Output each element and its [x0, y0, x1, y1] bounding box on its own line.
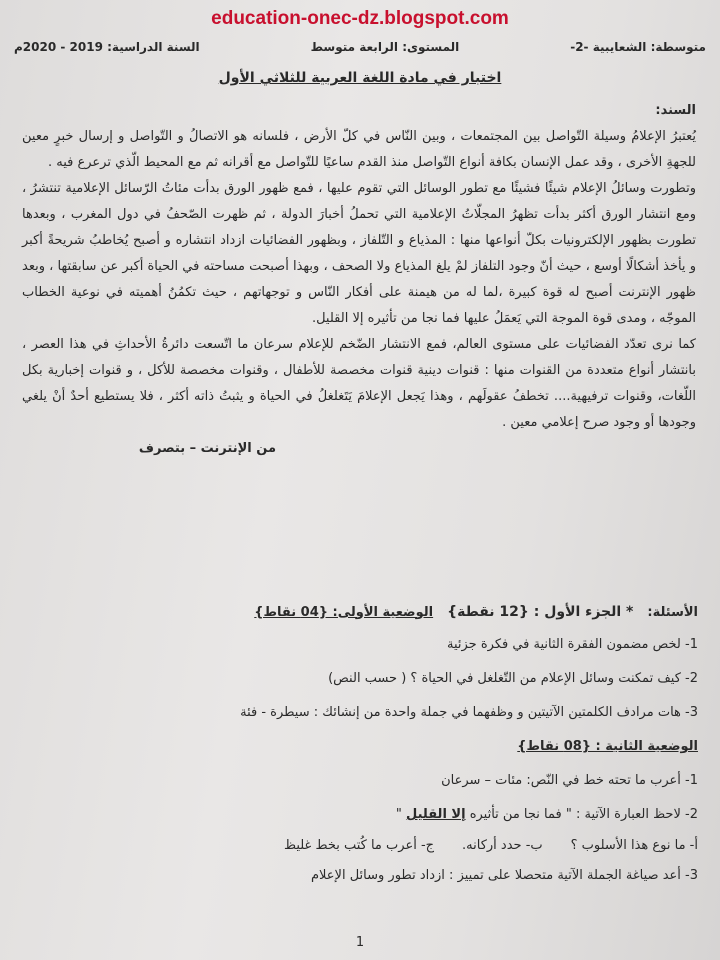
- level: المستوى: الرابعة متوسط: [310, 40, 460, 54]
- question-2-2: [22, 804, 698, 826]
- source-text: [22, 98, 696, 462]
- header-line: [14, 40, 706, 54]
- questions-label: الأسئلة:: [647, 604, 698, 620]
- questions-header: [22, 604, 698, 620]
- question-2-2-suffix: ": [395, 807, 406, 822]
- school-name: متوسطة: الشعايبية -2-: [570, 40, 706, 54]
- watermark: education-onec-dz.blogspot.com: [211, 8, 509, 29]
- source-attribution: من الإنترنت – بتصرف: [138, 441, 276, 456]
- question-2-2-b: ب- حدد أركانه.: [462, 838, 543, 853]
- paragraph-1: يُعتبرُ الإعلامُ وسيلة التّواصل بين المجتمعات ، وبين النّاس في كلّ الأرض ، فلسانه هو الاتصالُ و التّواصل و إرسال خبرٍ معين للجهةِ الأخرى ، وقد عمل الإنسان بكافة أنواع التّواصل منذ القدم ساعيًا للتّواصل مع أقرانه ثم مع المحيط الّذي ترعرع فيه .: [22, 129, 696, 170]
- question-2-1: 1- أعرب ما تحته خط في النّص: مئات – سرعان: [441, 773, 698, 788]
- exam-title: اختبار في مادة اللغة العربية للثلاثي الأول: [218, 70, 502, 86]
- question-1-1: 1- لخص مضمون الفقرة الثانية في فكرة جزئية: [446, 637, 698, 652]
- situation-one-title: الوضعية الأولى: {04 نقاط}: [254, 604, 434, 620]
- question-2-3: 3- أعد صياغة الجملة الآتية متحصلا على تمييز : ازداد تطور وسائل الإعلام: [310, 868, 698, 883]
- paragraph-2: وتطورت وسائلُ الإعلام شيئًا فشيئًا مع تطور الوسائل التي تقوم عليها ، فمع ظهور الورق بدأت مئاتُ الرّسائل الإعلامية تنتشرُ ، ومع انتشار الورق أكثر بدأت تظهرُ المجلّاتُ الإعلامية التي تحملُ أخبارَ الدولة ، ثم ظهرت الصّحفُ في دول المغرب ، وبعدها تطورت بظهور الإلكترونيات بكلّ أنواعها منها : المذياع و التّلفاز ، وبظهور الفضائيات ازداد انتشاره و أصبح يُخاطبُ شريحةً أكبر و يأخذ أشكالًا أوسع ، حيث أنّ وجود التلفاز لمْ يلغ المذياع ولا الصحف ، وبهذا أصبحت مساحته في الحياة أكبر عن سابقتها ، وبعد ظهور الإنترنت أصبح له قوة كبيرة ،لما له من هيمنة على أفكار النّاس و توجهاتهم ، حيث تكمُنُ أهميته في نوعية الخطاب الموجّه ، ومدى قوة الموجة التي يَعمَلُ عليها فما نجا من تأثيره إلا القليل.: [22, 181, 696, 326]
- question-2-2-a: أ- ما نوع هذا الأسلوب ؟: [570, 838, 698, 853]
- text-label: السند:: [655, 103, 696, 118]
- paragraph-3: كما نرى تعدّد الفضائيات على مستوى العالم، فمع الانتشار الضّخم للإعلام سرعان ما اتّسعت دائرةُ الأحداثِ في هذا العصر ، بانتشار أنواع متعددة من القنوات منها : قنوات دينية قنوات مخصصة للأطفال ، وقنوات مخصصة للأكل ، و قنوات إخبارية بكل اللّغات، وقنوات ترفيهية.... تخطفُ عقولَهم ، وهذا يَجعل الإعلامَ يَتَغلغلُ في الحياة و يثبتُ ذاته أكثر ، فلا يستطيع أحدٌ أنْ يلغي وجودها أو وجود صرح إعلامي معين .: [22, 337, 696, 430]
- question-2-2-prefix: 2- لاحظ العبارة الآتية : " فما نجا من تأثيره: [465, 807, 698, 822]
- question-2-2-c: ج- أعرب ما كُتب بخط غليظ: [283, 838, 435, 853]
- school-year: السنة الدراسية: 2019 - 2020م: [14, 40, 200, 54]
- situation-two-title: الوضعية الثانية : {08 نقاط}: [517, 739, 698, 754]
- page-number: 1: [355, 935, 365, 950]
- part-one-title: * الجزء الأول : {12 نقطة}: [447, 604, 634, 620]
- question-2-2-emphasis: إلا القليل: [405, 807, 466, 822]
- question-1-2: 2- كيف تمكنت وسائل الإعلام من التّغلغل في الحياة ؟ ( حسب النص): [328, 671, 698, 686]
- question-2-2-subparts: [22, 838, 698, 853]
- questions-section: [22, 604, 698, 899]
- question-1-3: 3- هات مرادف الكلمتين الآتيتين و وظفهما في جملة واحدة من إنشائك : سيطرة - فئة: [240, 705, 698, 720]
